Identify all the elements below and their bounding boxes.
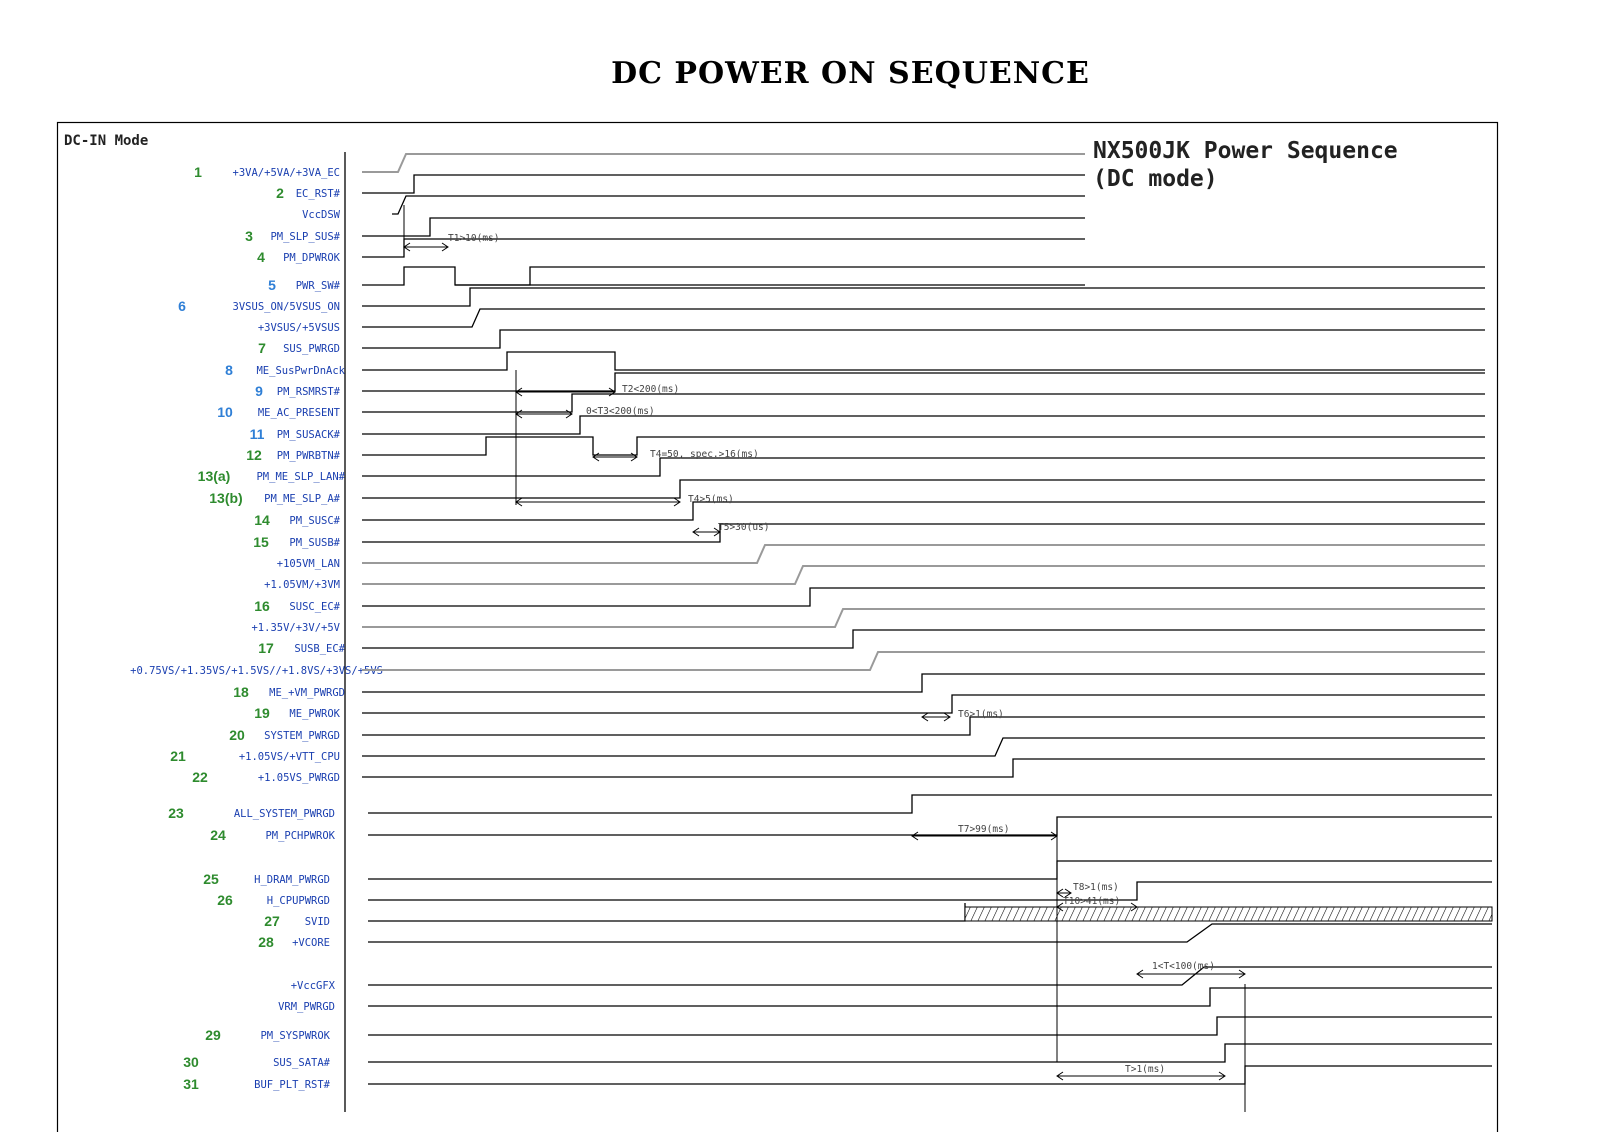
- page-title: DC POWER ON SEQUENCE: [611, 56, 1090, 91]
- waveform-20: [362, 588, 1485, 606]
- signal-number-34: 28: [258, 934, 274, 950]
- waveform-32: [368, 882, 1492, 900]
- signal-number-37: 29: [205, 1027, 221, 1043]
- waveform-18: [362, 545, 1485, 563]
- signal-label-35: +VccGFX: [290, 980, 335, 992]
- signal-label-1: EC_RST#: [295, 188, 340, 200]
- signal-number-3: 3: [245, 228, 253, 244]
- waveform-0: [362, 154, 1085, 172]
- waveform-11: [362, 394, 1485, 412]
- waveform-13: [362, 437, 1485, 455]
- signal-label-39: BUF_PLT_RST#: [254, 1079, 330, 1091]
- signal-number-11: 10: [217, 404, 233, 420]
- signal-label-24: ME_+VM_PWRGD: [269, 687, 345, 699]
- waveform-36: [368, 988, 1492, 1006]
- signal-number-30: 24: [210, 827, 226, 843]
- waveform-1: [362, 175, 1085, 193]
- signal-number-29: 23: [168, 805, 184, 821]
- waveform-17: [362, 524, 1485, 542]
- signal-label-3: PM_SLP_SUS#: [270, 231, 340, 243]
- signal-number-38: 30: [183, 1054, 199, 1070]
- signal-number-39: 31: [183, 1076, 199, 1092]
- waveform-27: [362, 738, 1485, 756]
- waveform-25: [362, 695, 1485, 713]
- signal-label-23: +0.75VS/+1.35VS/+1.5VS//+1.8VS/+3VS/+5VS: [130, 665, 383, 677]
- waveform-29: [368, 795, 1492, 813]
- waveform-24: [362, 674, 1485, 692]
- signal-label-8: SUS_PWRGD: [283, 343, 340, 355]
- signal-number-20: 16: [254, 598, 270, 614]
- mode-label: DC-IN Mode: [64, 133, 149, 149]
- signal-label-7: +3VSUS/+5VSUS: [257, 322, 340, 334]
- signal-label-31: H_DRAM_PWRGD: [254, 874, 330, 886]
- signal-label-14: PM_ME_SLP_LAN#: [256, 471, 345, 483]
- signal-number-25: 19: [254, 705, 270, 721]
- signal-label-22: SUSB_EC#: [294, 643, 345, 655]
- waveform-12: [362, 416, 1485, 434]
- timing-label-5: T5>30(us): [718, 522, 770, 533]
- signal-number-14: 13(a): [197, 468, 231, 484]
- signal-label-32: H_CPUPWRGD: [266, 895, 330, 907]
- signal-label-34: +VCORE: [292, 937, 330, 949]
- waveform-23: [362, 652, 1485, 670]
- signal-number-28: 22: [192, 769, 208, 785]
- signal-number-9: 8: [225, 362, 233, 378]
- waveform-19: [362, 566, 1485, 584]
- signal-number-5: 5: [268, 277, 276, 293]
- waveform-30: [368, 817, 1492, 835]
- timing-label-4: T4>5(ms): [688, 494, 734, 505]
- waveform-28: [362, 759, 1485, 777]
- signal-label-4: PM_DPWROK: [283, 252, 340, 264]
- signal-number-31: 25: [203, 871, 219, 887]
- waveform-35: [368, 967, 1492, 985]
- signal-label-36: VRM_PWRGD: [278, 1001, 335, 1013]
- signal-label-26: SYSTEM_PWRGD: [264, 730, 340, 742]
- timing-label-2: 0<T3<200(ms): [586, 406, 655, 417]
- waveform-37: [368, 1017, 1492, 1035]
- waveform-31: [368, 861, 1492, 879]
- waveform-6: [362, 288, 1485, 306]
- waveform-33: [368, 903, 965, 921]
- signal-label-13: PM_PWRBTN#: [276, 450, 340, 462]
- signal-label-2: VccDSW: [302, 209, 340, 221]
- signal-number-1: 2: [276, 185, 284, 201]
- waveform-22: [362, 630, 1485, 648]
- signal-number-32: 26: [217, 892, 233, 908]
- signal-label-20: SUSC_EC#: [289, 601, 340, 613]
- waveform-16: [362, 502, 1485, 520]
- svid-hatched-bus: [965, 907, 1492, 921]
- waveform-26: [362, 717, 1485, 735]
- signal-label-29: ALL_SYSTEM_PWRGD: [233, 808, 335, 820]
- waveform-5: [362, 267, 1485, 285]
- signal-number-27: 21: [170, 748, 186, 764]
- signal-label-6: 3VSUS_ON/5VSUS_ON: [232, 301, 340, 313]
- waveform-10: [362, 373, 1485, 391]
- signal-label-12: PM_SUSACK#: [276, 429, 340, 441]
- signal-label-18: +105VM_LAN: [276, 558, 340, 570]
- waveform-15: [362, 480, 1485, 498]
- signal-label-19: +1.05VM/+3VM: [264, 579, 340, 591]
- signal-number-17: 15: [253, 534, 269, 550]
- diagram-title-line2: (DC mode): [1093, 166, 1218, 192]
- signal-label-21: +1.35V/+3V/+5V: [251, 622, 340, 634]
- waveform-34: [368, 924, 1492, 942]
- timing-label-10: 1<T<100(ms): [1152, 961, 1215, 972]
- signal-number-8: 7: [258, 340, 266, 356]
- timing-label-7: T7>99(ms): [958, 824, 1010, 835]
- waveform-38: [368, 1044, 1492, 1062]
- waveform-2: [392, 196, 1085, 214]
- signal-number-6: 6: [178, 298, 186, 314]
- timing-label-9: T10>41(ms): [1063, 896, 1121, 907]
- signal-label-11: ME_AC_PRESENT: [257, 407, 340, 419]
- signal-label-9: ME_SusPwrDnAck: [256, 365, 345, 377]
- signal-label-37: PM_SYSPWROK: [260, 1030, 330, 1042]
- signal-label-17: PM_SUSB#: [289, 537, 340, 549]
- timing-label-1: T2<200(ms): [622, 384, 680, 395]
- signal-number-22: 17: [258, 640, 274, 656]
- signal-label-27: +1.05VS/+VTT_CPU: [238, 751, 340, 763]
- signal-number-16: 14: [254, 512, 270, 528]
- signal-label-28: +1.05VS_PWRGD: [257, 772, 340, 784]
- waveform-8: [362, 330, 1485, 348]
- waveform-9: [362, 352, 1485, 370]
- waveform-39: [368, 1066, 1492, 1084]
- signal-label-33: SVID: [304, 916, 330, 928]
- signal-number-26: 20: [229, 727, 245, 743]
- timing-annotations: [404, 233, 1245, 1080]
- signal-number-24: 18: [233, 684, 249, 700]
- signal-label-0: +3VA/+5VA/+3VA_EC: [232, 167, 340, 179]
- signal-number-13: 12: [246, 447, 262, 463]
- timing-label-3: T4=50, spec.>16(ms): [650, 449, 759, 460]
- signal-label-38: SUS_SATA#: [273, 1057, 330, 1069]
- signal-number-33: 27: [264, 913, 280, 929]
- signal-label-5: PWR_SW#: [295, 280, 340, 292]
- signal-waveforms: [362, 154, 1492, 1112]
- waveform-21: [362, 609, 1485, 627]
- signal-number-0: 1: [194, 164, 202, 180]
- timing-label-6: T6>1(ms): [958, 709, 1004, 720]
- waveform-14: [362, 458, 1485, 476]
- timing-label-11: T>1(ms): [1125, 1064, 1166, 1075]
- signal-number-12: 11: [249, 426, 265, 442]
- timing-label-0: T1>10(ms): [448, 233, 500, 244]
- diagram-title-line1: NX500JK Power Sequence: [1093, 138, 1398, 164]
- waveform-7: [362, 309, 1485, 327]
- signal-label-15: PM_ME_SLP_A#: [264, 493, 340, 505]
- signal-label-25: ME_PWROK: [289, 708, 340, 720]
- signal-number-4: 4: [257, 249, 265, 265]
- signal-number-10: 9: [255, 383, 263, 399]
- signal-number-15: 13(b): [209, 490, 243, 506]
- timing-label-8: T8>1(ms): [1073, 882, 1119, 893]
- signal-label-30: PM_PCHPWROK: [265, 830, 335, 842]
- signal-label-16: PM_SUSC#: [289, 515, 340, 527]
- signal-label-10: PM_RSMRST#: [276, 386, 340, 398]
